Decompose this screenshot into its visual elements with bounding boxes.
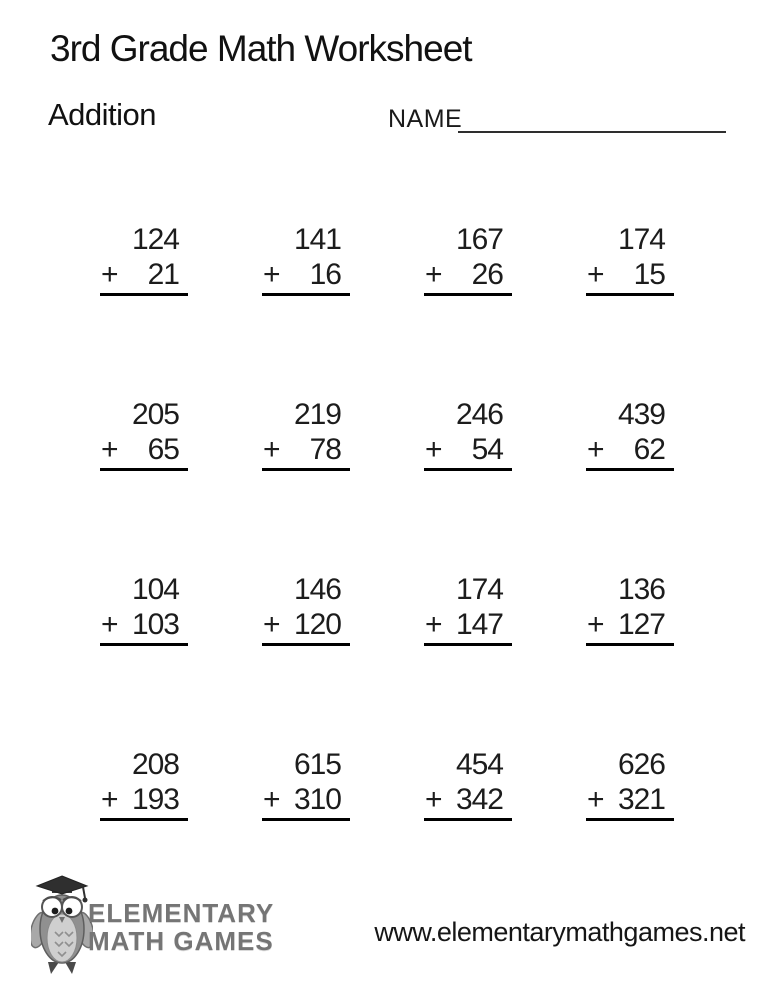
bottom-operand: 103 [131, 608, 179, 641]
problem-bottom-row [100, 607, 188, 646]
addition-problem [100, 747, 188, 922]
top-operand: 454 [455, 748, 503, 781]
bottom-operand: 310 [293, 783, 341, 816]
logo-line2: MATH GAMES [88, 926, 274, 956]
top-operand: 439 [617, 398, 665, 431]
plus-operator: + [101, 608, 118, 641]
name-label: NAME [388, 105, 463, 133]
problem-bottom-row [586, 257, 674, 296]
plus-operator: + [101, 783, 118, 816]
top-operand: 174 [617, 223, 665, 256]
top-operand: 167 [455, 223, 503, 256]
bottom-operand: 321 [617, 783, 665, 816]
bottom-operand: 21 [147, 258, 179, 291]
plus-operator: + [587, 608, 604, 641]
addition-problem [586, 397, 674, 572]
addition-problem [262, 572, 350, 747]
plus-operator: + [263, 608, 280, 641]
plus-operator: + [263, 783, 280, 816]
addition-problem [424, 397, 512, 572]
addition-problem [424, 222, 512, 397]
addition-problem [100, 222, 188, 397]
addition-problem [586, 747, 674, 922]
plus-operator: + [587, 258, 604, 291]
addition-problem [262, 397, 350, 572]
addition-problem [586, 222, 674, 397]
bottom-operand: 62 [633, 433, 665, 466]
plus-operator: + [425, 258, 442, 291]
addition-problem [100, 572, 188, 747]
logo-wordmark [88, 899, 274, 955]
top-operand: 146 [293, 573, 341, 606]
problem-bottom-row [262, 432, 350, 471]
name-blank-line [458, 106, 726, 133]
problem-bottom-row [100, 782, 188, 821]
website-url: www.elementarymathgames.net [374, 917, 745, 947]
top-operand: 208 [131, 748, 179, 781]
top-operand: 174 [455, 573, 503, 606]
problem-bottom-row [424, 257, 512, 296]
top-operand: 136 [617, 573, 665, 606]
problem-bottom-row [424, 782, 512, 821]
plus-operator: + [587, 783, 604, 816]
addition-problem [424, 572, 512, 747]
top-operand: 141 [293, 223, 341, 256]
bottom-operand: 193 [131, 783, 179, 816]
bottom-operand: 54 [471, 433, 503, 466]
plus-operator: + [425, 783, 442, 816]
bottom-operand: 65 [147, 433, 179, 466]
top-operand: 615 [293, 748, 341, 781]
plus-operator: + [425, 433, 442, 466]
top-operand: 626 [617, 748, 665, 781]
addition-problem [262, 222, 350, 397]
worksheet-subtitle: Addition [48, 97, 157, 132]
addition-problem [424, 747, 512, 922]
top-operand: 246 [455, 398, 503, 431]
problem-bottom-row [586, 607, 674, 646]
problem-bottom-row [424, 432, 512, 471]
problem-bottom-row [424, 607, 512, 646]
problem-bottom-row [100, 432, 188, 471]
bottom-operand: 120 [293, 608, 341, 641]
top-operand: 205 [131, 398, 179, 431]
top-operand: 219 [293, 398, 341, 431]
bottom-operand: 16 [309, 258, 341, 291]
addition-problem [262, 747, 350, 922]
bottom-operand: 147 [455, 608, 503, 641]
top-operand: 104 [131, 573, 179, 606]
page-title: 3rd Grade Math Worksheet [50, 28, 472, 69]
owl-logo-icon [31, 874, 93, 978]
problem-bottom-row [100, 257, 188, 296]
plus-operator: + [425, 608, 442, 641]
problem-bottom-row [262, 257, 350, 296]
plus-operator: + [101, 258, 118, 291]
problem-bottom-row [262, 782, 350, 821]
bottom-operand: 26 [471, 258, 503, 291]
bottom-operand: 15 [633, 258, 665, 291]
plus-operator: + [587, 433, 604, 466]
problem-bottom-row [586, 432, 674, 471]
addition-problem [100, 397, 188, 572]
plus-operator: + [263, 433, 280, 466]
problem-bottom-row [262, 607, 350, 646]
plus-operator: + [101, 433, 118, 466]
bottom-operand: 78 [309, 433, 341, 466]
bottom-operand: 127 [617, 608, 665, 641]
problems-grid [100, 222, 674, 922]
top-operand: 124 [131, 223, 179, 256]
problem-bottom-row [586, 782, 674, 821]
bottom-operand: 342 [455, 783, 503, 816]
plus-operator: + [263, 258, 280, 291]
logo-line1: ELEMENTARY [88, 898, 275, 928]
addition-problem [586, 572, 674, 747]
